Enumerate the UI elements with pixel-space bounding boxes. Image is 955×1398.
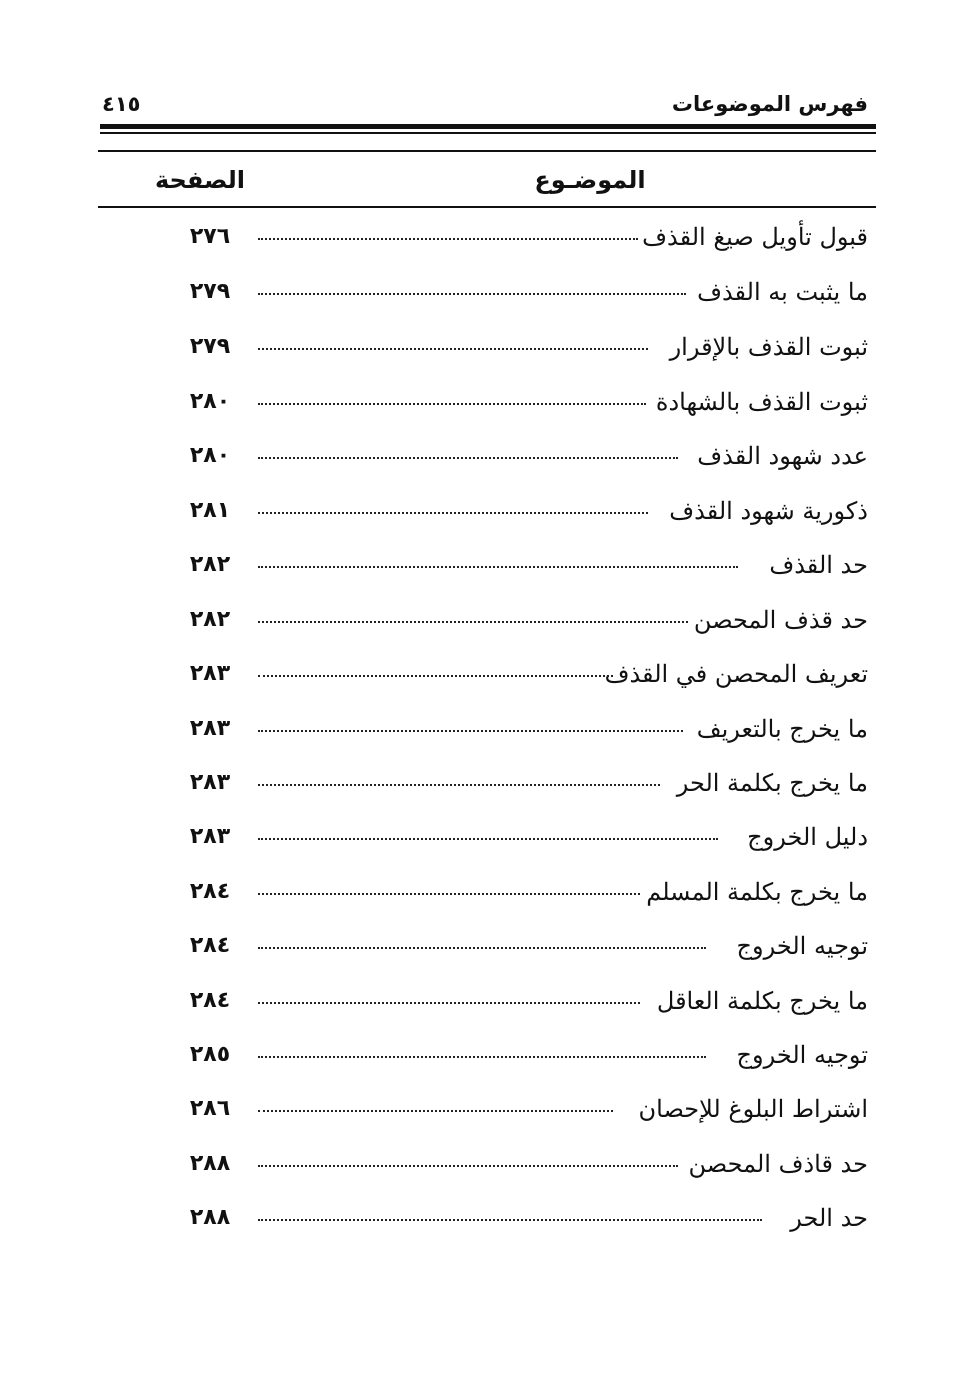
dot-leader (258, 1165, 678, 1167)
column-header-topic: الموضـوع (534, 166, 646, 194)
toc-entry (150, 437, 868, 477)
toc-entry (150, 328, 868, 368)
dot-leader (258, 784, 660, 786)
toc-entry-topic: توجيه الخروج (736, 932, 868, 960)
toc-entry-topic: تعريف المحصن في القذف (604, 660, 868, 688)
dot-leader (258, 403, 646, 405)
toc-entry-topic: عدد شهود القذف (697, 442, 868, 470)
toc-entry-page: ٢٨٢ (189, 552, 231, 577)
toc-entry-page: ٢٧٦ (189, 224, 231, 249)
dot-leader (258, 675, 613, 677)
toc-entry-page: ٢٨٣ (189, 770, 231, 795)
toc-entry-topic: حد قذف المحصن (693, 606, 868, 634)
toc-entry (150, 546, 868, 586)
toc-entry-page: ٢٨٣ (189, 661, 231, 686)
toc-entry-topic: حد الحر (790, 1204, 868, 1232)
dot-leader (258, 457, 678, 459)
toc-entry-topic: قبول تأويل صيغ القذف (642, 223, 868, 251)
dot-leader (258, 1056, 706, 1058)
toc-entry (150, 273, 868, 313)
dot-leader (258, 512, 648, 514)
toc-entry-page: ٢٨٠ (189, 443, 231, 468)
toc-entry (150, 818, 868, 858)
column-header-page: الصفحة (154, 166, 245, 194)
page-number: ٤١٥ (102, 92, 141, 116)
toc-entry-page: ٢٨٠ (189, 389, 231, 414)
toc-entry-page: ٢٨١ (189, 498, 231, 523)
dot-leader (258, 1219, 762, 1221)
toc-entry-page: ٢٨٨ (189, 1205, 231, 1230)
dot-leader (258, 621, 688, 623)
dot-leader (258, 838, 718, 840)
toc-entry (150, 655, 868, 695)
toc-entry-topic: دليل الخروج (747, 823, 868, 851)
toc-entry-page: ٢٨٥ (189, 1042, 231, 1067)
toc-entry-topic: ذكورية شهود القذف (669, 497, 868, 525)
toc-entry (150, 982, 868, 1022)
toc-entry-page: ٢٧٩ (189, 334, 231, 359)
toc-entry-topic: ما يخرج بكلمة الحر (676, 769, 868, 797)
toc-entry-page: ٢٨٢ (189, 607, 231, 632)
toc-entry (150, 764, 868, 804)
toc-entry-page: ٢٨٣ (189, 716, 231, 741)
toc-entry-page: ٢٧٩ (189, 279, 231, 304)
toc-entry-topic: ما يخرج بالتعريف (696, 715, 868, 743)
dot-leader (258, 348, 648, 350)
toc-entry-page: ٢٨٤ (189, 988, 231, 1013)
dot-leader (258, 947, 706, 949)
toc-entry (150, 383, 868, 423)
dot-leader (258, 238, 638, 240)
toc-entry-page: ٢٨٤ (189, 879, 231, 904)
toc-entry-page: ٢٨٨ (189, 1151, 231, 1176)
toc-entry (150, 873, 868, 913)
dot-leader (258, 1110, 613, 1112)
toc-entry-topic: ثبوت القذف بالشهادة (655, 388, 868, 416)
toc-entry-topic: حد قاذف المحصن (688, 1150, 868, 1178)
toc-entry (150, 492, 868, 532)
toc-entry (150, 710, 868, 750)
toc-entry-topic: اشتراط البلوغ للإحصان (638, 1095, 868, 1123)
dot-leader (258, 893, 640, 895)
toc-entry-page: ٢٨٣ (189, 824, 231, 849)
toc-entry-topic: ما يخرج بكلمة العاقل (656, 987, 868, 1015)
toc-entry (150, 218, 868, 258)
toc-entry-topic: ما يثبت به القذف (697, 278, 868, 306)
dot-leader (258, 293, 686, 295)
toc-entry-topic: حد القذف (769, 551, 868, 579)
dot-leader (258, 566, 738, 568)
dot-leader (258, 730, 683, 732)
toc-entry-topic: توجيه الخروج (736, 1041, 868, 1069)
toc-entry (150, 1145, 868, 1185)
toc-entry (150, 1090, 868, 1130)
toc-entry-topic: ما يخرج بكلمة المسلم (646, 878, 868, 906)
toc-entry-page: ٢٨٦ (189, 1096, 231, 1121)
running-title: فهرس الموضوعات (671, 92, 868, 116)
toc-entry (150, 1199, 868, 1239)
toc-entry-topic: ثبوت القذف بالإقرار (669, 333, 868, 361)
toc-entry (150, 601, 868, 641)
toc-entry-page: ٢٨٤ (189, 933, 231, 958)
toc-entry (150, 927, 868, 967)
dot-leader (258, 1002, 640, 1004)
toc-entry (150, 1036, 868, 1076)
